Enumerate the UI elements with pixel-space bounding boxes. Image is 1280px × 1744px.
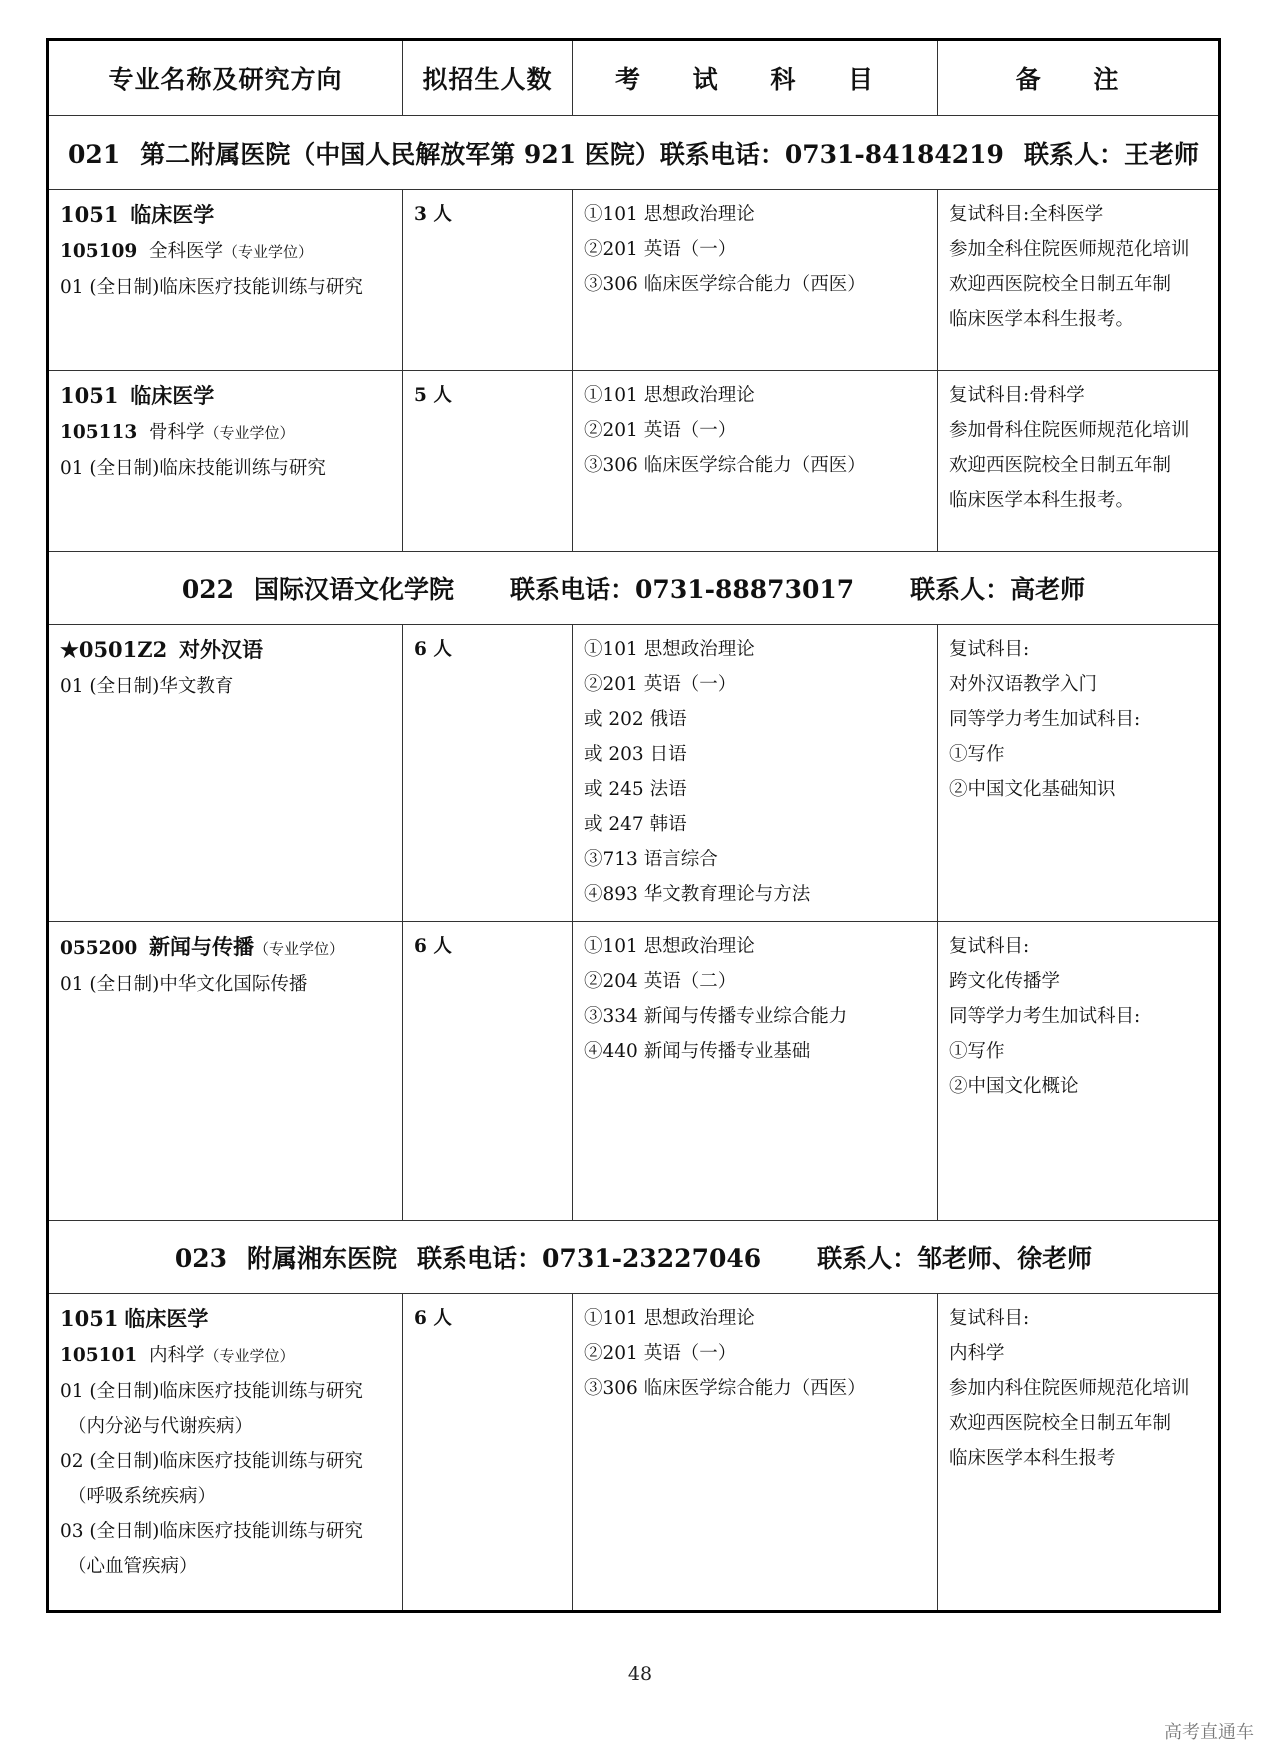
note-line: 内科学	[949, 1343, 1005, 1364]
note-line: 欢迎西医院校全日制五年制	[949, 274, 1172, 295]
count-cell	[403, 190, 573, 371]
exam-subject: ①101 思想政治理论	[584, 936, 755, 957]
department-phone: 联系电话：0731-88873017	[510, 575, 855, 604]
note-line: 临床医学本科生报考	[949, 1448, 1116, 1469]
department-contact: 联系人：高老师	[910, 575, 1086, 604]
exam-cell	[573, 1294, 938, 1612]
count-cell	[403, 371, 573, 552]
major-code: 1051	[60, 1306, 119, 1331]
note-line: 同等学力考生加试科目:	[949, 709, 1141, 730]
enrollment-count: 3 人	[414, 204, 452, 225]
note-line: 对外汉语教学入门	[949, 674, 1098, 695]
department-phone: 联系电话：0731-23227046	[417, 1244, 762, 1273]
note-line: 复试科目:	[949, 936, 1030, 957]
direction-detail: （呼吸系统疾病）	[68, 1486, 217, 1507]
note-line: ①写作	[949, 744, 1005, 765]
note-line: ②中国文化基础知识	[949, 779, 1116, 800]
department-code: 022	[181, 575, 235, 604]
exam-subject: ③713 语言综合	[584, 849, 718, 870]
header-major: 专业名称及研究方向	[48, 40, 403, 116]
degree-tag: （专业学位）	[254, 940, 345, 958]
exam-cell	[573, 625, 938, 922]
program-row	[48, 922, 1220, 1221]
program-row	[48, 1294, 1220, 1612]
note-line: 复试科目:	[949, 1308, 1030, 1329]
department-name: 附属湘东医院	[247, 1244, 398, 1273]
note-line: 参加全科住院医师规范化培训	[949, 239, 1190, 260]
admissions-table	[46, 38, 1221, 1613]
note-line: 临床医学本科生报考。	[949, 309, 1135, 330]
exam-subject: ④893 华文教育理论与方法	[584, 884, 811, 905]
degree-tag: （专业学位）	[204, 424, 295, 442]
direction: 01 (全日制)中华文化国际传播	[60, 974, 308, 995]
note-line: 复试科目:全科医学	[949, 204, 1104, 225]
department-code: 021	[68, 139, 121, 169]
major-code: ★0501Z2	[60, 637, 168, 662]
enrollment-count: 6 人	[414, 639, 452, 660]
note-line: 参加内科住院医师规范化培训	[949, 1378, 1190, 1399]
notes-cell	[938, 1294, 1220, 1612]
department-name: 第二附属医院（中国人民解放军第 921 医院）	[140, 139, 660, 169]
direction: 03 (全日制)临床医疗技能训练与研究	[60, 1521, 363, 1542]
department-contact: 联系人：邹老师、徐老师	[817, 1244, 1093, 1273]
major-name: 对外汉语	[178, 637, 263, 662]
exam-subject: ③306 临床医学综合能力（西医）	[584, 455, 866, 476]
major-cell	[48, 625, 403, 922]
major-code: 055200	[60, 938, 138, 959]
exam-subject: 或 203 日语	[584, 744, 687, 765]
page-number: 48	[627, 1663, 653, 1685]
sub-code: 105113	[60, 422, 138, 443]
major-cell	[48, 190, 403, 371]
note-line: 同等学力考生加试科目:	[949, 1006, 1141, 1027]
major-name: 临床医学	[130, 202, 215, 227]
exam-subject: ①101 思想政治理论	[584, 639, 755, 660]
exam-subject: ③306 临床医学综合能力（西医）	[584, 1378, 866, 1399]
exam-subject: ①101 思想政治理论	[584, 1308, 755, 1329]
major-cell	[48, 922, 403, 1221]
notes-cell	[938, 190, 1220, 371]
notes-cell	[938, 922, 1220, 1221]
direction: 01 (全日制)华文教育	[60, 676, 234, 697]
exam-subject: ②204 英语（二）	[584, 971, 737, 992]
header-count: 拟招生人数	[403, 40, 573, 116]
degree-tag: （专业学位）	[223, 243, 314, 261]
department-name: 国际汉语文化学院	[254, 575, 455, 604]
major-code: 1051	[60, 383, 119, 408]
exam-subject: ②201 英语（一）	[584, 420, 737, 441]
major-cell	[48, 371, 403, 552]
enrollment-count: 5 人	[414, 385, 452, 406]
note-line: 欢迎西医院校全日制五年制	[949, 455, 1172, 476]
exam-subject: ④440 新闻与传播专业基础	[584, 1041, 811, 1062]
department-row-021	[48, 116, 1220, 190]
enrollment-count: 6 人	[414, 936, 452, 957]
watermark: 高考直通车	[1164, 1722, 1254, 1743]
note-line: 欢迎西医院校全日制五年制	[949, 1413, 1172, 1434]
direction: 01 (全日制)临床技能训练与研究	[60, 458, 326, 479]
direction: 01 (全日制)临床医疗技能训练与研究	[60, 1381, 363, 1402]
exam-subject: ③334 新闻与传播专业综合能力	[584, 1006, 848, 1027]
program-row	[48, 371, 1220, 552]
enrollment-count: 6 人	[414, 1308, 452, 1329]
exam-subject: ②201 英语（一）	[584, 239, 737, 260]
department-contact: 联系人：王老师	[1023, 139, 1199, 169]
notes-cell	[938, 371, 1220, 552]
exam-subject: ①101 思想政治理论	[584, 204, 755, 225]
exam-cell	[573, 190, 938, 371]
note-line: ②中国文化概论	[949, 1076, 1079, 1097]
direction-detail: （心血管疾病）	[68, 1556, 198, 1577]
sub-name: 全科医学	[149, 241, 224, 262]
exam-subject: ③306 临床医学综合能力（西医）	[584, 274, 866, 295]
note-line: 复试科目:	[949, 639, 1030, 660]
department-banner	[48, 552, 1220, 625]
degree-tag: （专业学位）	[204, 1347, 295, 1365]
note-line: ①写作	[949, 1041, 1005, 1062]
department-phone: 联系电话：0731-84184219	[659, 139, 1004, 169]
major-name: 新闻与传播	[149, 934, 254, 959]
header-exam: 考 试 科 目	[573, 40, 938, 116]
exam-cell	[573, 922, 938, 1221]
exam-subject: ①101 思想政治理论	[584, 385, 755, 406]
direction: 02 (全日制)临床医疗技能训练与研究	[60, 1451, 363, 1472]
program-row	[48, 625, 1220, 922]
exam-subject: 或 202 俄语	[584, 709, 687, 730]
note-line: 参加骨科住院医师规范化培训	[949, 420, 1190, 441]
major-cell	[48, 1294, 403, 1612]
exam-subject: 或 247 韩语	[584, 814, 687, 835]
sub-name: 内科学	[149, 1345, 205, 1366]
note-line: 跨文化传播学	[949, 971, 1061, 992]
department-banner	[48, 1221, 1220, 1294]
program-row	[48, 190, 1220, 371]
exam-subject: ②201 英语（一）	[584, 1343, 737, 1364]
sub-name: 骨科学	[149, 422, 205, 443]
count-cell	[403, 922, 573, 1221]
header-row	[48, 40, 1220, 116]
note-line: 复试科目:骨科学	[949, 385, 1085, 406]
header-notes: 备 注	[938, 40, 1220, 116]
major-code: 1051	[60, 202, 119, 227]
department-banner	[48, 116, 1220, 190]
exam-subject: ②201 英语（一）	[584, 674, 737, 695]
department-code: 023	[174, 1244, 228, 1273]
notes-cell	[938, 625, 1220, 922]
note-line: 临床医学本科生报考。	[949, 490, 1135, 511]
direction-detail: （内分泌与代谢疾病）	[68, 1416, 254, 1437]
exam-subject: 或 245 法语	[584, 779, 687, 800]
sub-code: 105101	[60, 1345, 138, 1366]
major-name: 临床医学	[130, 383, 215, 408]
department-row-023	[48, 1221, 1220, 1294]
department-row-022	[48, 552, 1220, 625]
direction: 01 (全日制)临床医疗技能训练与研究	[60, 277, 363, 298]
count-cell	[403, 625, 573, 922]
sub-code: 105109	[60, 241, 138, 262]
exam-cell	[573, 371, 938, 552]
major-name: 临床医学	[124, 1306, 209, 1331]
count-cell	[403, 1294, 573, 1612]
